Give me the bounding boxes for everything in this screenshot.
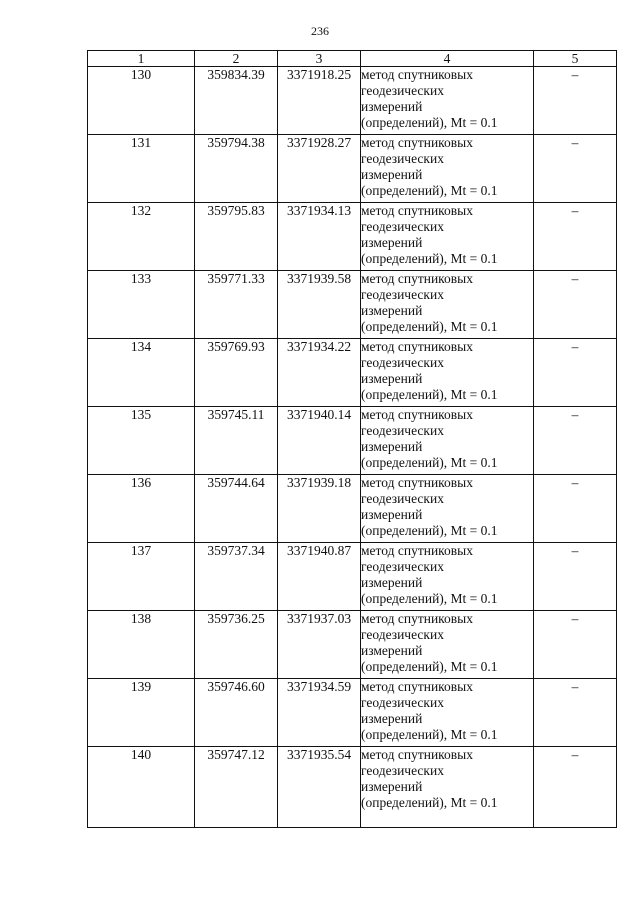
table-row (88, 339, 617, 407)
column-header-2: 2 (195, 51, 278, 67)
point-number-cell: 132 (88, 203, 195, 271)
method-line: (определений), Mt = 0.1 (361, 387, 498, 402)
y-coordinate-cell: 3371940.14 (278, 407, 361, 475)
point-number-cell: 135 (88, 407, 195, 475)
method-line: (определений), Mt = 0.1 (361, 659, 498, 674)
note-cell: – (534, 543, 617, 611)
y-coordinate-cell: 3371934.59 (278, 679, 361, 747)
method-line: (определений), Mt = 0.1 (361, 523, 498, 538)
table-row (88, 203, 617, 271)
method-line: метод спутниковых (361, 543, 473, 558)
method-line: метод спутниковых (361, 747, 473, 762)
table-row (88, 407, 617, 475)
method-line: геодезических (361, 559, 444, 574)
method-line: (определений), Mt = 0.1 (361, 591, 498, 606)
method-line: (определений), Mt = 0.1 (361, 455, 498, 470)
method-line: измерений (361, 167, 423, 182)
method-cell (361, 67, 534, 135)
point-number-cell: 130 (88, 67, 195, 135)
y-coordinate-cell: 3371928.27 (278, 135, 361, 203)
point-number-cell: 131 (88, 135, 195, 203)
method-line: (определений), Mt = 0.1 (361, 795, 498, 810)
y-coordinate-cell: 3371935.54 (278, 747, 361, 828)
method-line: (определений), Mt = 0.1 (361, 727, 498, 742)
method-line: измерений (361, 235, 423, 250)
method-cell (361, 747, 534, 828)
method-line: (определений), Mt = 0.1 (361, 319, 498, 334)
point-number-cell: 137 (88, 543, 195, 611)
table-row (88, 475, 617, 543)
method-line: метод спутниковых (361, 679, 473, 694)
point-number-cell: 134 (88, 339, 195, 407)
note-cell: – (534, 747, 617, 828)
table-row (88, 747, 617, 828)
note-cell: – (534, 407, 617, 475)
note-cell: – (534, 67, 617, 135)
method-line: (определений), Mt = 0.1 (361, 251, 498, 266)
method-line: геодезических (361, 763, 444, 778)
table-row (88, 135, 617, 203)
method-cell (361, 475, 534, 543)
y-coordinate-cell: 3371939.18 (278, 475, 361, 543)
column-header-3: 3 (278, 51, 361, 67)
method-line: метод спутниковых (361, 135, 473, 150)
y-coordinate-cell: 3371937.03 (278, 611, 361, 679)
x-coordinate-cell: 359744.64 (195, 475, 278, 543)
x-coordinate-cell: 359834.39 (195, 67, 278, 135)
y-coordinate-cell: 3371939.58 (278, 271, 361, 339)
method-line: измерений (361, 303, 423, 318)
table-row (88, 611, 617, 679)
method-line: геодезических (361, 287, 444, 302)
table-row (88, 67, 617, 135)
x-coordinate-cell: 359746.60 (195, 679, 278, 747)
method-line: измерений (361, 779, 423, 794)
column-header-4: 4 (361, 51, 534, 67)
method-line: измерений (361, 371, 423, 386)
method-line: измерений (361, 99, 423, 114)
method-line: метод спутниковых (361, 203, 473, 218)
method-line: геодезических (361, 355, 444, 370)
y-coordinate-cell: 3371918.25 (278, 67, 361, 135)
x-coordinate-cell: 359745.11 (195, 407, 278, 475)
method-line: измерений (361, 643, 423, 658)
method-line: геодезических (361, 83, 444, 98)
method-line: геодезических (361, 627, 444, 642)
method-line: измерений (361, 507, 423, 522)
note-cell: – (534, 271, 617, 339)
method-line: измерений (361, 439, 423, 454)
x-coordinate-cell: 359771.33 (195, 271, 278, 339)
method-line: геодезических (361, 491, 444, 506)
x-coordinate-cell: 359795.83 (195, 203, 278, 271)
table-row (88, 679, 617, 747)
x-coordinate-cell: 359769.93 (195, 339, 278, 407)
method-line: геодезических (361, 151, 444, 166)
point-number-cell: 140 (88, 747, 195, 828)
point-number-cell: 136 (88, 475, 195, 543)
method-line: метод спутниковых (361, 67, 473, 82)
method-cell (361, 135, 534, 203)
x-coordinate-cell: 359794.38 (195, 135, 278, 203)
method-line: геодезических (361, 423, 444, 438)
method-cell (361, 543, 534, 611)
method-line: метод спутниковых (361, 611, 473, 626)
note-cell: – (534, 203, 617, 271)
table-row (88, 543, 617, 611)
method-line: (определений), Mt = 0.1 (361, 115, 498, 130)
method-line: метод спутниковых (361, 339, 473, 354)
method-cell (361, 611, 534, 679)
table-row (88, 271, 617, 339)
method-line: (определений), Mt = 0.1 (361, 183, 498, 198)
method-line: метод спутниковых (361, 271, 473, 286)
method-line: метод спутниковых (361, 407, 473, 422)
note-cell: – (534, 679, 617, 747)
x-coordinate-cell: 359747.12 (195, 747, 278, 828)
coordinates-table (87, 50, 617, 828)
point-number-cell: 133 (88, 271, 195, 339)
point-number-cell: 138 (88, 611, 195, 679)
point-number-cell: 139 (88, 679, 195, 747)
y-coordinate-cell: 3371934.22 (278, 339, 361, 407)
note-cell: – (534, 135, 617, 203)
y-coordinate-cell: 3371934.13 (278, 203, 361, 271)
method-cell (361, 271, 534, 339)
x-coordinate-cell: 359736.25 (195, 611, 278, 679)
method-cell (361, 407, 534, 475)
method-line: измерений (361, 711, 423, 726)
page-number: 236 (311, 24, 329, 38)
method-line: геодезических (361, 219, 444, 234)
note-cell: – (534, 611, 617, 679)
x-coordinate-cell: 359737.34 (195, 543, 278, 611)
note-cell: – (534, 475, 617, 543)
table-header-row (88, 51, 617, 67)
column-header-1: 1 (88, 51, 195, 67)
note-cell: – (534, 339, 617, 407)
method-cell (361, 339, 534, 407)
method-line: метод спутниковых (361, 475, 473, 490)
column-header-5: 5 (534, 51, 617, 67)
method-cell (361, 679, 534, 747)
method-cell (361, 203, 534, 271)
y-coordinate-cell: 3371940.87 (278, 543, 361, 611)
method-line: измерений (361, 575, 423, 590)
method-line: геодезических (361, 695, 444, 710)
